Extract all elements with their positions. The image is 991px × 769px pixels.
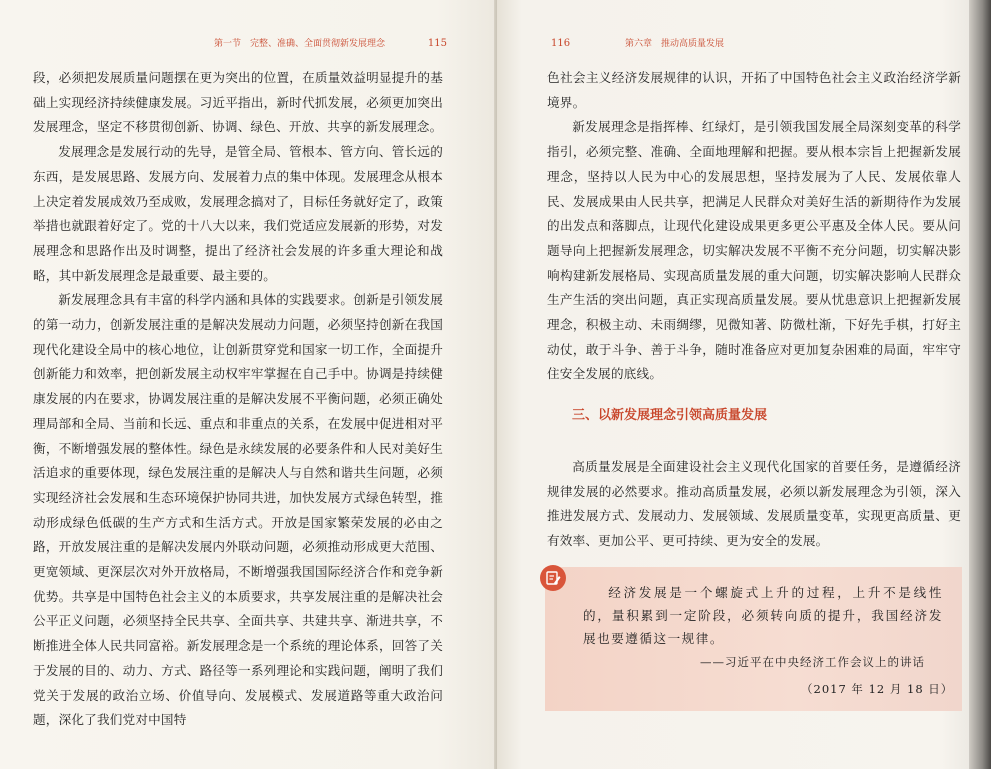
right-page-number: 116 — [551, 38, 571, 49]
right-paragraph-2: 新发展理念是指挥棒、红绿灯，是引领我国发展全局深刻变革的科学指引，必须完整、准确、全面地理解和把握。要从根本宗旨上把握新发展理念，坚持以人民为中心的发展思想，坚持发展为了人民、发展依靠人民、发展成果由人民共享，把满足人民群众对美好生活的新期待作为发展的出发点和落脚点，让现代化建设成果更多更公平惠及全体人民。要从问题导向上把握新发展理念，切实解决发展不平衡不充分问题，切实解决影响构建新发展格局、实现高质量发展的重大问题，切实解决影响人民群众生产生活的突出问题，真正实现高质量发展。要从忧患意识上把握新发展理念，积极主动、未雨绸缪，见微知著、防微杜渐，下好先手棋，打好主动仗，敢于斗争、善于斗争，随时准备应对更加复杂困难的局面，牢牢守住安全发展的底线。 — [547, 119, 961, 382]
right-section-text — [547, 455, 961, 554]
quote-source: ——习近平在中央经济工作会议上的讲话 — [700, 655, 925, 669]
left-paragraph-1: 段，必须把发展质量问题摆在更为突出的位置，在质量效益明显提升的基础上实现经济持续健康发展。习近平指出，新时代抓发展，必须更加突出发展理念，坚定不移贯彻创新、协调、绿色、开放、共享的新发展理念。 — [33, 70, 443, 135]
left-paragraph-3: 新发展理念具有丰富的科学内涵和具体的实践要求。创新是引领发展的第一动力，创新发展注重的是解决发展动力问题，必须坚持创新在我国现代化建设全局中的核心地位，让创新贯穿党和国家一切工作，全面提升创新能力和效率，把创新发展主动权牢牢掌握在自己手中。协调是持续健康发展的内在要求，协调发展注重的是解决发展不平衡问题，必须正确处理局部和全局、当前和长远、重点和非重点的关系，在发展中促进相对平衡，不断增强发展的整体性。绿色是永续发展的必要条件和人民对美好生活追求的重要体现，绿色发展注重的是解决人与自然和谐共生问题，必须实现经济社会发展和生态环境保护协同共进，加快发展方式绿色转型，推动形成绿色低碳的生产方式和生活方式。开放是国家繁荣发展的必由之路，开放发展注重的是解决发展内外联动问题，必须推动形成更大范围、更宽领域、更深层次对外开放格局，不断增强我国国际经济合作和竞争新优势。共享是中国特色社会主义的本质要求，共享发展注重的是解决社会公平正义问题，必须坚持全民共享、全面共享、共建共享、渐进共享，不断推进全体人民共同富裕。新发展理念是一个系统的理论体系，回答了关于发展的目的、动力、方式、路径等一系列理论和实践问题，阐明了我们党关于发展的政治立场、价值导向、发展模式、发展道路等重大政治问题，深化了我们党对中国特 — [33, 292, 443, 728]
left-page-number: 115 — [427, 38, 447, 49]
quote-date: （2017 年 12 月 18 日） — [801, 682, 954, 696]
quote-pencil-icon — [540, 565, 566, 591]
section-heading: 三、以新发展理念引领高质量发展 — [572, 408, 768, 423]
left-paragraph-2: 发展理念是发展行动的先导，是管全局、管根本、管方向、管长远的东西，是发展思路、发展方向、发展着力点的集中体现。发展理念从根本上决定着发展成效乃至成败，发展理念搞对了，目标任务就好定了，政策举措也就跟着好定了。党的十八大以来，我们党适应发展新的形势，对发展理念和思路作出及时调整，提出了经济社会发展的许多重大理论和战略，其中新发展理念是最重要、最主要的。 — [33, 144, 443, 283]
left-running-header — [214, 36, 447, 49]
left-header-section: 第一节 完整、准确、全面贯彻新发展理念 — [214, 39, 386, 49]
right-running-header — [551, 36, 724, 49]
quote-text — [583, 581, 943, 650]
right-body-text — [547, 66, 961, 387]
left-body-text — [33, 66, 443, 733]
right-section-paragraph-1: 高质量发展是全面建设社会主义现代化国家的首要任务，是遵循经济规律发展的必然要求。推动高质量发展，必须以新发展理念为引领，深入推进发展方式、发展动力、发展领域、发展质量变革，实现更高质量、更有效率、更加公平、更可持续、更为安全的发展。 — [547, 459, 961, 549]
right-paragraph-1: 色社会主义经济发展规律的认识，开拓了中国特色社会主义政治经济学新境界。 — [547, 70, 961, 110]
right-header-chapter: 第六章 推动高质量发展 — [624, 39, 724, 49]
page-edge-shadow — [969, 0, 991, 769]
quote-body: 经济发展是一个螺旋式上升的过程，上升不是线性的，量积累到一定阶段，必须转向质的提升，我国经济发展也要遵循这一规律。 — [583, 585, 943, 646]
